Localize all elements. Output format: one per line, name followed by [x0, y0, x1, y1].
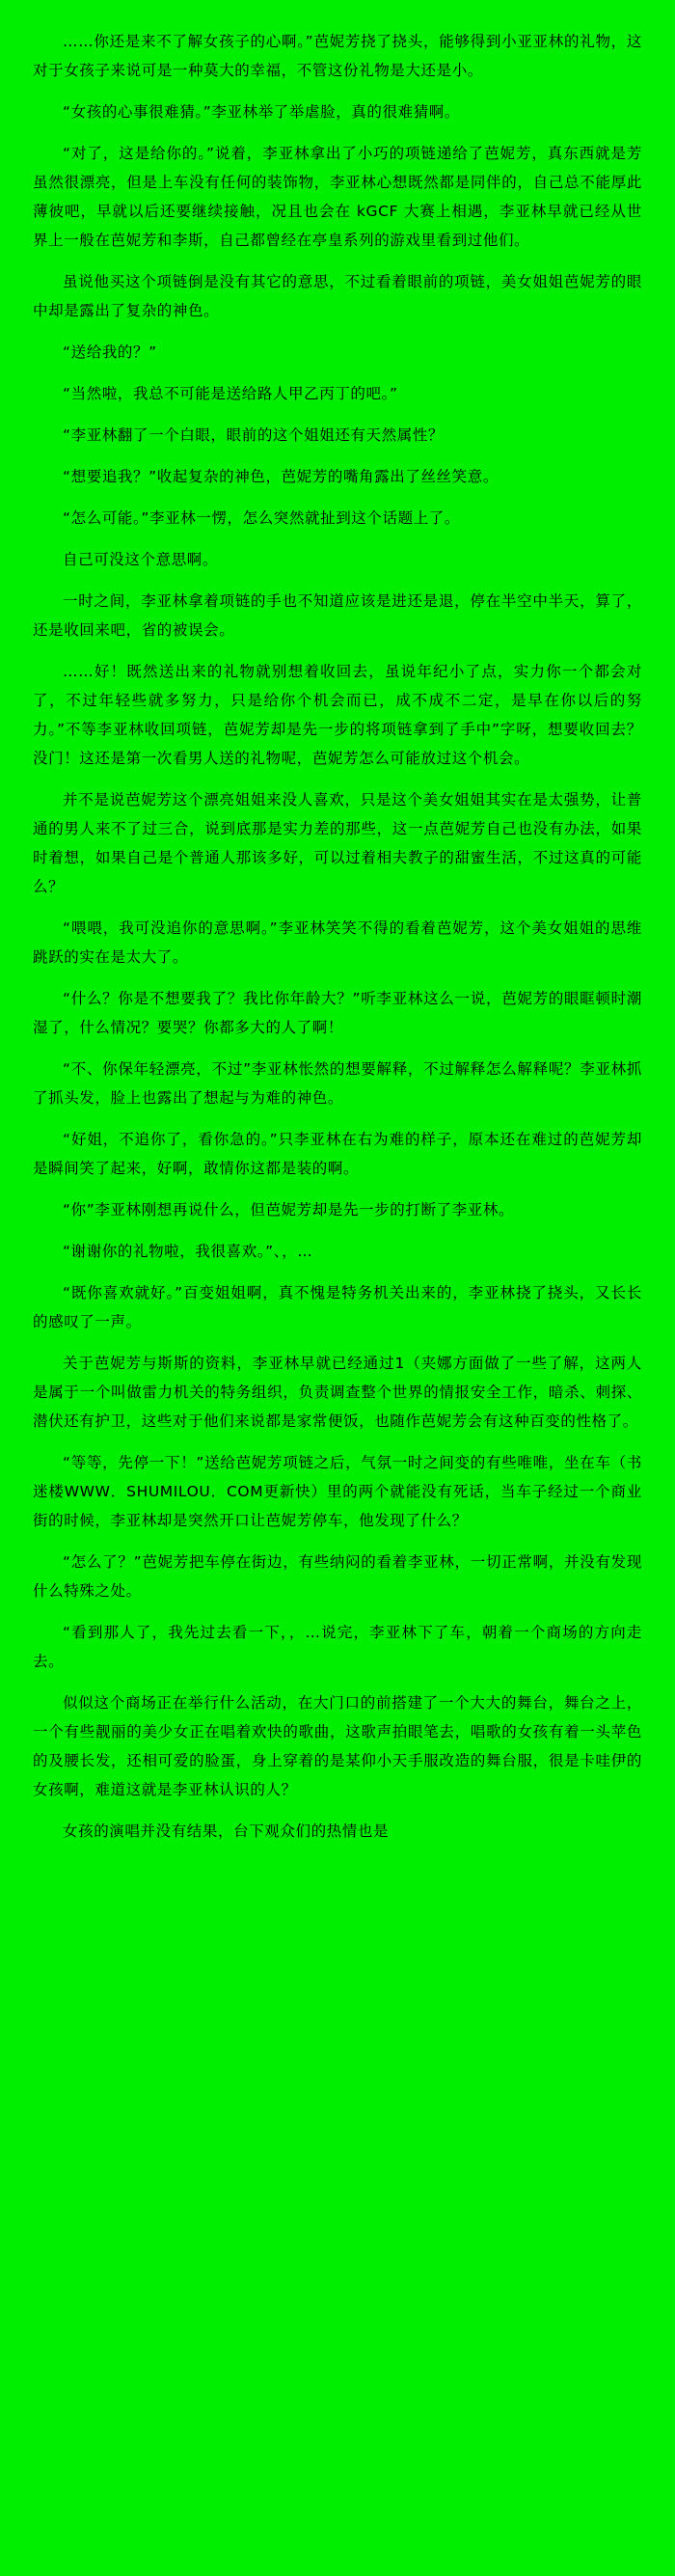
text-paragraph: 女孩的演唱并没有结果，台下观众们的热情也是: [63, 1822, 390, 1840]
text-paragraph: “李亚林翻了一个白眼，眼前的这个姐姐还有天然属性？: [63, 426, 445, 444]
text-paragraph: “女孩的心事很难猜。”李亚林举了举虐脸，真的很难猜啊。: [63, 103, 461, 121]
text-paragraph: “想要追我？”收起复杂的神色，芭妮芳的嘴角露出了丝丝笑意。: [63, 468, 499, 485]
text-paragraph: “送给我的？”: [63, 343, 157, 361]
text-paragraph: ……你还是来不了解女孩子的心啊。”芭妮芳挠了挠头，能够得到小亚亚林的礼物，这对于女孩子来说可是一种莫大的幸福，不管这份礼物是大还是小。: [33, 33, 642, 79]
text-paragraph: “你”李亚林刚想再说什么，但芭妮芳却是先一步的打断了李亚林。: [63, 1201, 515, 1219]
text-paragraph: “对了，这是给你的。”说着，李亚林拿出了小巧的项链递给了芭妮芳，真东西就是芳虽然很漂亮，但是上车没有任何的装饰物，李亚林心想既然都是同伴的，自己总不能厚此薄彼吧，早就以后还要继续接触，况且也会在 kGCF 大赛上相遇，李亚林早就已经从世界上一般在芭妮芳和李斯，自己都曾经在亭皇系列的游戏里看到过他们。: [33, 145, 642, 249]
text-paragraph: “怎么了？”芭妮芳把车停在街边，有些纳闷的看着李亚林，一切正常啊，并没有发现什么特殊之处。: [33, 1553, 642, 1600]
text-paragraph: “既你喜欢就好。”百变姐姐啊，真不愧是特务机关出来的，李亚林挠了挠头，又长长的感叹了一声。: [33, 1284, 642, 1330]
text-paragraph: “当然啦，我总不可能是送给路人甲乙丙丁的吧。”: [63, 385, 398, 402]
text-paragraph: 似似这个商场正在举行什么活动，在大门口的前搭建了一个大大的舞台，舞台之上，一个有些靓丽的美少女正在唱着欢快的歌曲，这歌声拍眼笔去，唱歌的女孩有着一头苹色的及腰长发，还相可爱的脸蛋，身上穿着的是某仰小天手服改造的舞台服，很是卡哇伊的女孩啊，难道这就是李亚林认识的人？: [33, 1694, 642, 1798]
text-paragraph: ……好！既然送出来的礼物就别想着收回去，虽说年纪小了点，实力你一个都会对了，不过年轻些就多努力，只是给你个机会而已，成不成不二定，是早在你以后的努力。”不等李亚林收回项链，芭妮芳却是先一步的将项链拿到了手中”字呀，想要收回去？没门！这还是第一次看男人送的礼物呢，芭妮芳怎么可能放过这个机会。: [33, 663, 642, 767]
text-paragraph: “怎么可能。”李亚林一愣，怎么突然就扯到这个话题上了。: [63, 509, 461, 527]
text-paragraph: “好姐，不追你了，看你急的。”只李亚林在右为难的样子，原本还在难过的芭妮芳却是瞬间笑了起来，好啊，敢情你这都是装的啊。: [33, 1131, 642, 1177]
text-paragraph: 关于芭妮芳与斯斯的资料，李亚林早就已经通过1（夹娜方面做了一些了解，这两人是属于一个叫做雷力机关的特务组织，负责调查整个世界的情报安全工作，暗杀、刺探、潜伏还有护卫，这些对于他们来说都是家常便饭，也随作芭妮芳会有这种百变的性格了。: [33, 1355, 642, 1430]
text-paragraph: “喂喂，我可没追你的意思啊。”李亚林笑笑不得的看着芭妮芳，这个美女姐姐的思维跳跃的实在是太大了。: [33, 919, 642, 966]
text-paragraph: 自己可没这个意思啊。: [63, 551, 219, 568]
text-paragraph: 一时之间，李亚林拿着项链的手也不知道应该是进还是退，停在半空中半天，算了，还是收回来吧，省的被误会。: [33, 592, 642, 639]
text-paragraph: “等等，先停一下！”送给芭妮芳项链之后，气氛一时之间变的有些唯唯，坐在车（书迷楼WWW．SHUMILOU．COM更新快）里的两个就能没有死话，当车子经过一个商业街的时候，李亚林却是突然开口让芭妮芳停车，他发现了什么？: [33, 1454, 642, 1529]
text-paragraph: “什么？你是不想要我了？我比你年龄大？”听李亚林这么一说，芭妮芳的眼眶顿时潮湿了，什么情况？要哭？你都多大的人了啊！: [33, 990, 642, 1036]
text-paragraph: “看到那人了，我先过去看一下，，…说完，李亚林下了车，朝着一个商场的方向走去。: [33, 1624, 642, 1670]
text-paragraph: “不、你保年轻漂亮，不过”李亚林怅然的想要解释，不过解释怎么解释呢？李亚林抓了抓头发，脸上也露出了想起与为难的神色。: [33, 1060, 642, 1107]
text-paragraph: 虽说他买这个项链倒是没有其它的意思，不过看着眼前的项链，美女姐姐芭妮芳的眼中却是露出了复杂的神色。: [33, 273, 642, 319]
text-paragraph: 并不是说芭妮芳这个漂亮姐姐来没人喜欢，只是这个美女姐姐其实在是太强势，让普通的男人来不了过三合，说到底那是实力差的那些，这一点芭妮芳自己也没有办法，如果时着想，如果自己是个普通人那该多好，可以过着相夫教子的甜蜜生活，不过这真的可能么？: [33, 791, 642, 895]
text-paragraph: “谢谢你的礼物啦，我很喜欢。”、，…: [63, 1243, 313, 1260]
